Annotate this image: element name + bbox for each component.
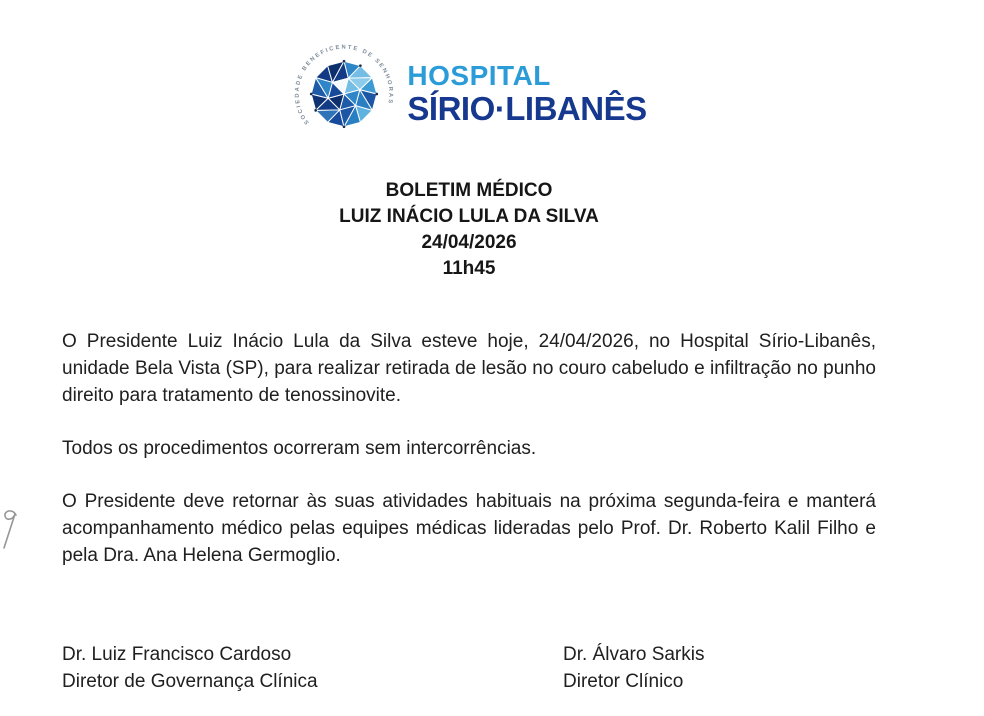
logo-hospital-text: HOSPITAL [407,59,551,91]
paragraph-status: Todos os procedimentos ocorreram sem intercorrências. [62,438,537,459]
hospital-logo [62,36,876,152]
paragraph-followup: O Presidente deve retornar às suas atividades habituais na próxima segunda-feira e manterá acompanhamento médico pelas equipes médicas lideradas pelo Prof. Dr. Roberto Kalil Filho e pela Dra. Ana Helena Germoglio. [62,491,876,566]
signer-name: Dr. Luiz Francisco Cardoso [62,644,292,665]
paragraph-procedures: O Presidente Luiz Inácio Lula da Silva esteve hoje, 24/04/2026, no Hospital Sírio-Libanês, unidade Bela Vista (SP), para realizar retirada de lesão no couro cabeludo e infiltração no punho direito para tratamento de tenossinovite. [62,331,876,406]
bulletin-header [62,178,876,282]
bulletin-title: BOLETIM MÉDICO [385,180,553,201]
patient-name: LUIZ INÁCIO LULA DA SILVA [339,206,599,227]
signature-block-left [62,641,563,695]
handwriting-mark [0,502,22,558]
bulletin-date: 24/04/2026 [421,232,517,253]
signature-block-right [563,641,704,695]
logo-wordmark [407,61,646,127]
globe-facets [312,61,378,127]
signer-role: Diretor Clínico [563,671,684,692]
globe-logo-icon [291,39,397,149]
logo-sirio-libanes-text: SÍRIO·LIBANÊS [407,90,647,128]
bulletin-time: 11h45 [442,258,496,279]
logo-ring-text: SOCIEDADE BENEFICENTE DE SENHORAS [295,44,394,126]
signer-role: Diretor de Governança Clínica [62,671,318,692]
document-content [62,0,876,695]
signer-name: Dr. Álvaro Sarkis [563,644,705,665]
signature-row [62,641,876,695]
